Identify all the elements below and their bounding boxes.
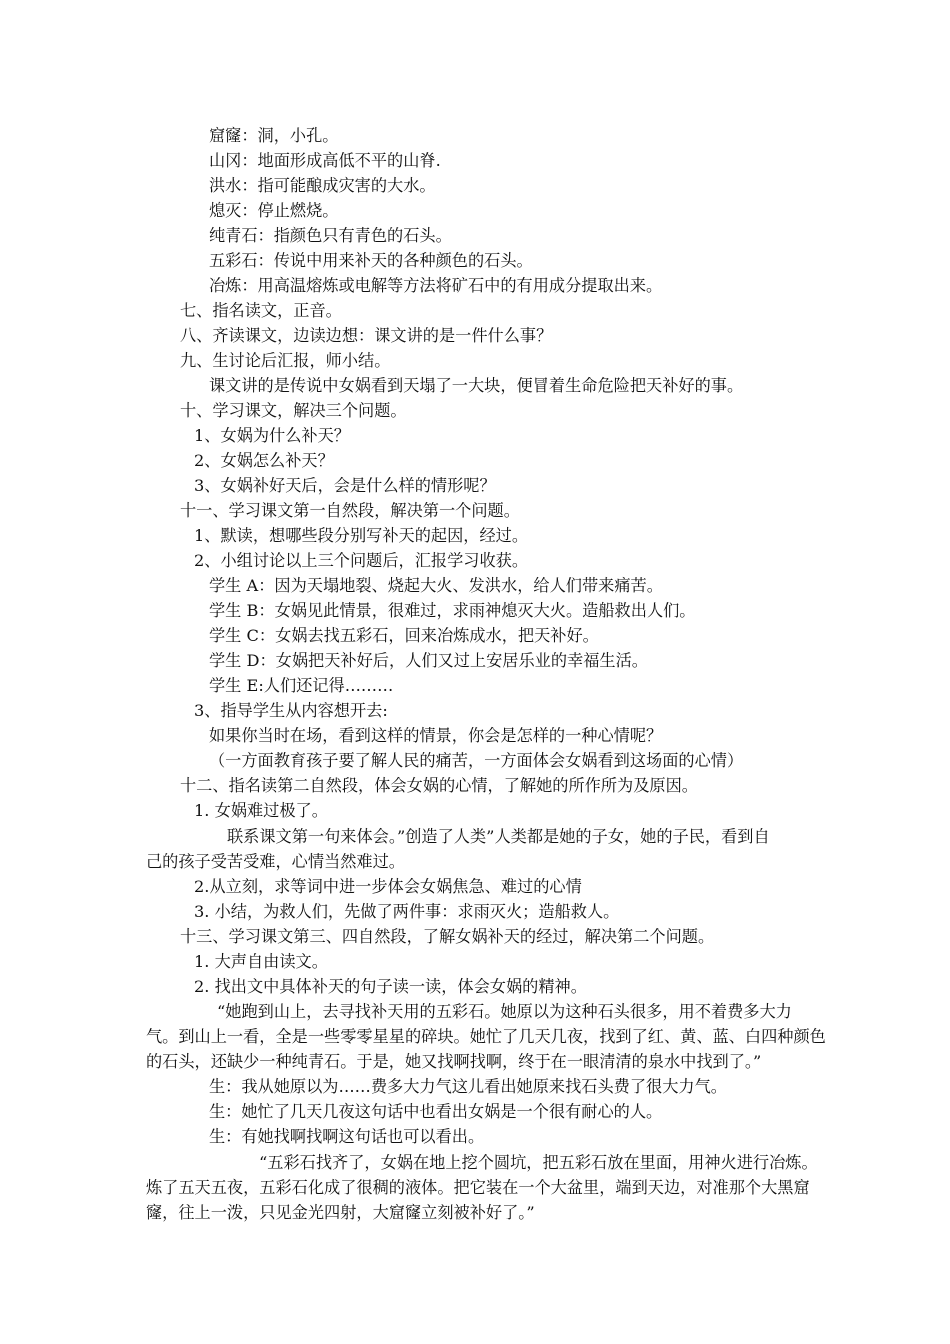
section-heading: 十二、指名读第二自然段，体会女娲的心情，了解她的所作所为及原因。 [180, 776, 698, 795]
quote-line: 炼了五天五夜，五彩石化成了很稠的液体。把它装在一个大盆里，端到天边，对准那个大黑窟 [146, 1178, 810, 1197]
list-item: 3、女娲补好天后，会是什么样的情形呢？ [194, 476, 496, 495]
quote-line: 的石头，还缺少一种纯青石。于是，她又找啊找啊，终于在一眼清清的泉水中找到了。” [146, 1052, 762, 1071]
vocab-line: 纯青石：指颜色只有青色的石头。 [209, 226, 452, 245]
quote-line: 气。到山上一看，全是一些零零星星的碎块。她忙了几天几夜，找到了红、黄、蓝、白四种颜色 [146, 1027, 826, 1046]
quote-line: 窿，往上一泼，只见金光四射，大窟窿立刻被补好了。” [146, 1203, 535, 1222]
student-answer: 学生 A：因为天塌地裂、烧起大火、发洪水，给人们带来痛苦。 [209, 576, 663, 595]
student-answer: 生：有她找啊找啊这句话也可以看出。 [209, 1127, 485, 1146]
list-item: 1、女娲为什么补天？ [194, 426, 350, 445]
student-answer: 学生 B：女娲见此情景，很难过，求雨神熄灭大火。造船救出人们。 [209, 601, 696, 620]
student-answer: 生：她忙了几天几夜这句话中也看出女娲是一个很有耐心的人。 [209, 1102, 663, 1121]
section-heading: 九、生讨论后汇报，师小结。 [180, 351, 391, 370]
section-heading: 十、学习课文，解决三个问题。 [180, 401, 407, 420]
section-heading: 八、齐读课文，边读边想：课文讲的是一件什么事？ [180, 326, 553, 345]
student-answer: 学生 E:人们还记得……… [209, 676, 394, 695]
list-item: 2.从立刻，求等词中进一步体会女娲焦急、难过的心情 [194, 877, 582, 896]
paragraph-line: 己的孩子受苦受难，心情当然难过。 [146, 852, 405, 871]
vocab-line: 熄灭：停止燃烧。 [209, 201, 339, 220]
list-item: 1、默读，想哪些段分别写补天的起因，经过。 [194, 526, 529, 545]
list-item: 1. 女娲难过极了。 [194, 801, 328, 820]
section-heading: 十三、学习课文第三、四自然段，了解女娲补天的经过，解决第二个问题。 [180, 927, 715, 946]
list-item: 2. 找出文中具体补天的句子读一读，体会女娲的精神。 [194, 977, 587, 996]
vocab-line: 五彩石：传说中用来补天的各种颜色的石头。 [209, 251, 533, 270]
student-answer: 生：我从她原以为……费多大力气这儿看出她原来找石头费了很大力气。 [209, 1077, 727, 1096]
paragraph-line: 课文讲的是传说中女娲看到天塌了一大块，便冒着生命危险把天补好的事。 [209, 376, 744, 395]
list-item: 3. 小结，为救人们，先做了两件事：求雨灭火；造船救人。 [194, 902, 620, 921]
vocab-line: 洪水：指可能酿成灾害的大水。 [209, 176, 436, 195]
student-answer: 学生 D：女娲把天补好后，人们又过上安居乐业的幸福生活。 [209, 651, 648, 670]
paragraph-line: （一方面教育孩子要了解人民的痛苦，一方面体会女娲看到这场面的心情） [209, 751, 744, 770]
vocab-line: 窟窿：洞，小孔。 [209, 126, 339, 145]
student-answer: 学生 C：女娲去找五彩石，回来冶炼成水，把天补好。 [209, 626, 599, 645]
list-item: 3、指导学生从内容想开去: [194, 701, 388, 720]
list-item: 2、女娲怎么补天？ [194, 451, 334, 470]
section-heading: 七、指名读文，正音。 [180, 301, 342, 320]
section-heading: 十一、学习课文第一自然段，解决第一个问题。 [180, 501, 520, 520]
paragraph-line: 联系课文第一句来体会。”创造了人类”人类都是她的子女，她的子民，看到自 [227, 827, 770, 846]
list-item: 2、小组讨论以上三个问题后，汇报学习收获。 [194, 551, 529, 570]
list-item: 1. 大声自由读文。 [194, 952, 328, 971]
vocab-line: 山冈：地面形成高低不平的山脊. [209, 151, 441, 170]
quote-line: “她跑到山上，去寻找补天用的五彩石。她原以为这种石头很多，用不着费多大力 [217, 1002, 792, 1021]
paragraph-line: 如果你当时在场，看到这样的情景，你会是怎样的一种心情呢？ [209, 726, 663, 745]
quote-line: “五彩石找齐了，女娲在地上挖个圆坑，把五彩石放在里面，用神火进行冶炼。 [259, 1153, 818, 1172]
vocab-line: 冶炼：用高温熔炼或电解等方法将矿石中的有用成分提取出来。 [209, 276, 663, 295]
